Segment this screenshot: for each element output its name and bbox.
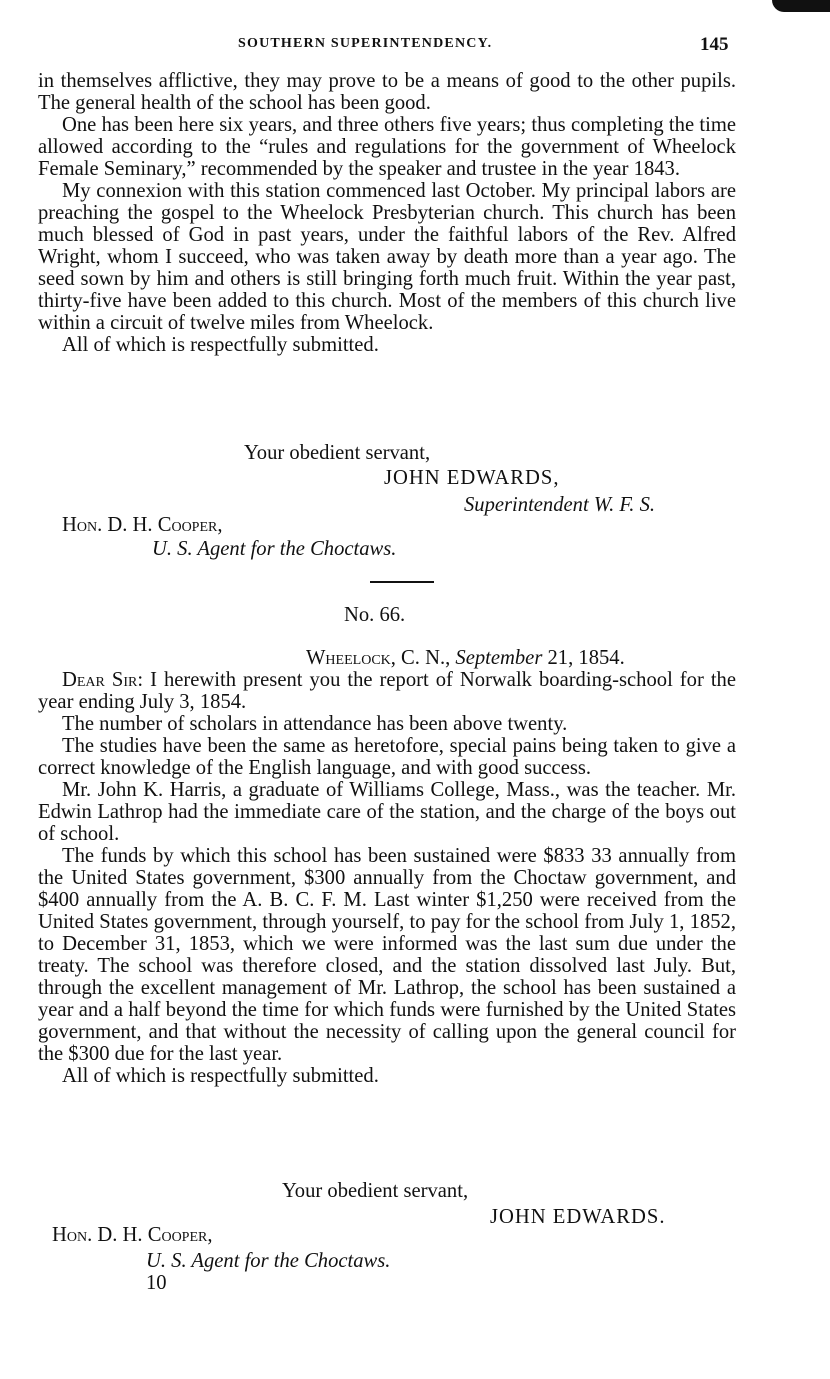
report2-place-date	[306, 647, 625, 669]
report1-paragraph: in themselves afflictive, they may prove to be a means of good to the other pupils. The general health of the school has been good.	[38, 70, 736, 114]
signature-mark: 10	[146, 1272, 167, 1294]
report2-valediction: Your obedient servant,	[282, 1180, 469, 1202]
report2-date-rest: 21, 1854.	[547, 647, 625, 669]
page-corner-mark	[772, 0, 830, 12]
report2-signature: JOHN EDWARDS.	[490, 1206, 666, 1228]
report2-paragraph: The studies have been the same as heretofore, special pains being taken to give a correct knowledge of the English language, and with good success.	[38, 735, 736, 779]
report1-body	[38, 70, 736, 356]
report2-number: No. 66.	[344, 604, 406, 626]
report2-date-month: September	[455, 647, 543, 669]
report1-addressee-name: Hon. D. H. Cooper,	[62, 514, 223, 536]
report2-addressee-name: Hon. D. H. Cooper,	[52, 1224, 213, 1246]
report2-paragraph: I herewith present you the report of Norwalk boarding-school for the year ending July 3, 1854.	[38, 669, 736, 713]
report2-paragraph: The funds by which this school has been sustained were $833 33 annually from the United States government, $300 annually from the Choctaw government, and $400 annually from the A. B. C. F. M. Last winter $1,250 were received from the United States government, through yourself, to pay for the school from July 1, 1852, to December 31, 1853, which we were informed was the last sum due under the treaty. The school was therefore closed, and the station dissolved last July. But, through the excellent management of Mr. Lathrop, the school has been sustained a year and a half beyond the time for which funds were furnished by the United States government, and that without the necessity of calling upon the general council for the $300 due for the last year.	[38, 845, 736, 1065]
report1-closing: All of which is respectfully submitted.	[62, 334, 379, 356]
report1-addressee-title: U. S. Agent for the Choctaws.	[152, 538, 397, 560]
report1-paragraph: One has been here six years, and three others five years; thus completing the time allowed according to the “rules and regulations for the government of Wheelock Female Seminary,” recommended by the speaker and trustee in the year 1843.	[38, 114, 736, 180]
page-number: 145	[700, 34, 729, 55]
report2-salutation: Dear Sir:	[62, 669, 144, 691]
report2-paragraph: The number of scholars in attendance has been above twenty.	[62, 713, 568, 735]
running-head: SOUTHERN SUPERINTENDENCY.	[238, 36, 493, 51]
report1-paragraph: My connexion with this station commenced last October. My principal labors are preaching the gospel to the Wheelock Presbyterian church. This church has been much blessed of God in past years, under the faithful labors of the Rev. Alfred Wright, whom I succeed, who was taken away by death more than a year ago. The seed sown by him and others is still bringing forth much fruit. Within the year past, thirty-five have been added to this church. Most of the members of this church live within a circuit of twelve miles from Wheelock.	[38, 180, 736, 334]
report2-addressee-title: U. S. Agent for the Choctaws.	[146, 1250, 391, 1272]
report2-closing: All of which is respectfully submitted.	[62, 1065, 379, 1087]
report2-place: Wheelock, C. N.,	[306, 647, 451, 669]
report2-body	[38, 669, 736, 1087]
report2-paragraph: Mr. John K. Harris, a graduate of Williams College, Mass., was the teacher. Mr. Edwin Lathrop had the immediate care of the station, and the charge of the boys out of school.	[38, 779, 736, 845]
section-divider	[370, 581, 434, 583]
report1-signature-title: Superintendent W. F. S.	[464, 494, 656, 516]
report1-valediction: Your obedient servant,	[244, 442, 431, 464]
report1-signature: JOHN EDWARDS,	[384, 467, 560, 489]
page-header	[0, 34, 830, 58]
